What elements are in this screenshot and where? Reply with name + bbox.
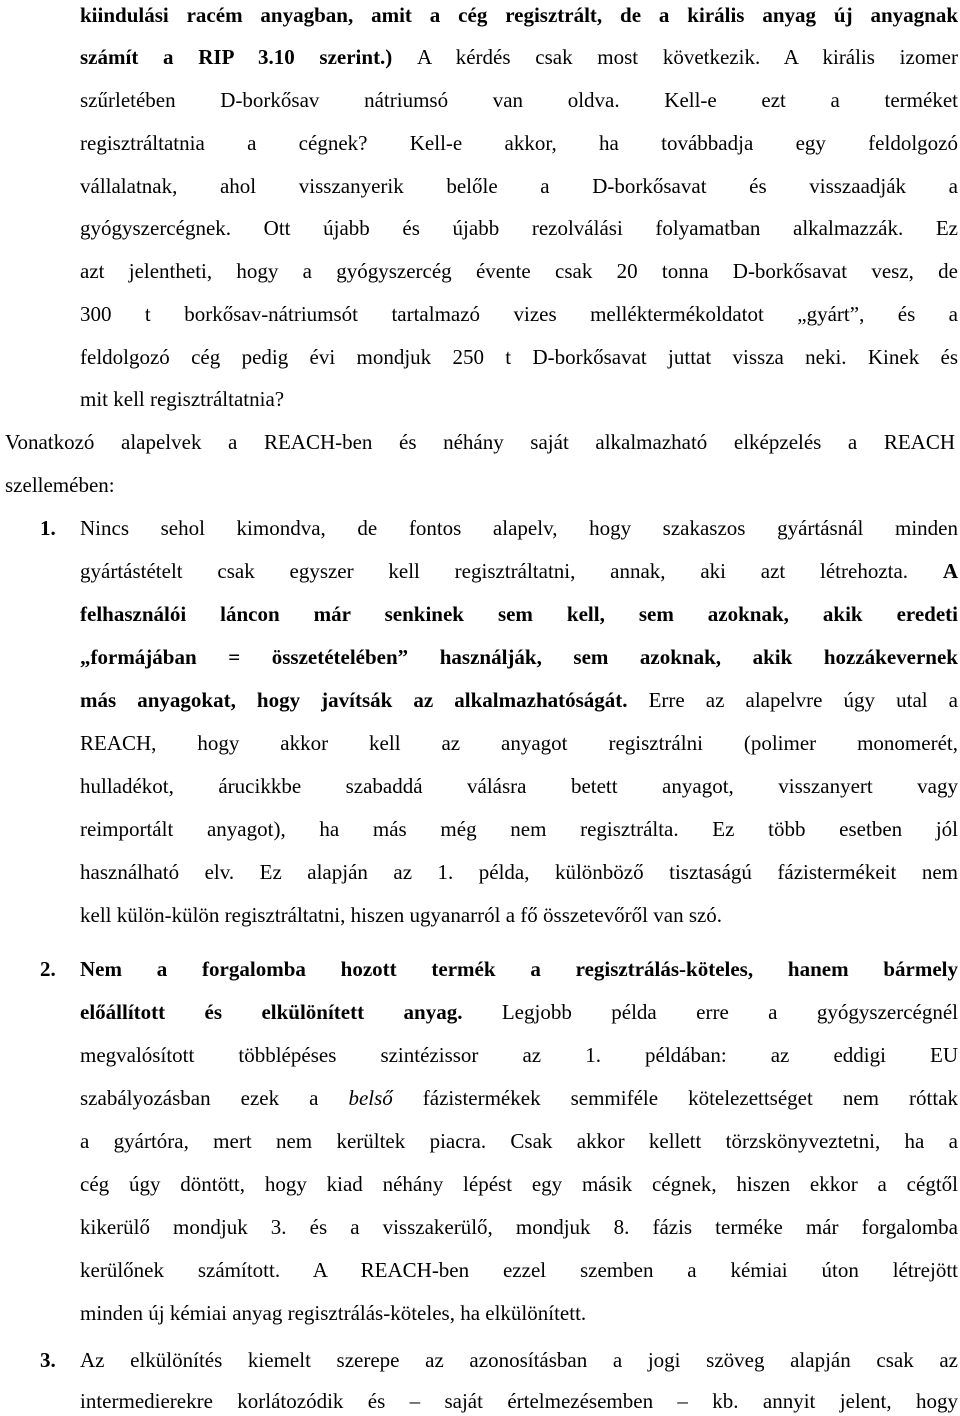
text-run: cég úgy döntött, hogy kiad néhány lépést egy másik cégnek, hiszen ekkor a cégtől bbox=[80, 1172, 958, 1196]
text-run: a gyártóra, mert nem kerültek piacra. Csak akkor kellett törzskönyveztetni, ha a bbox=[80, 1129, 958, 1153]
heading-line bbox=[5, 427, 955, 457]
text-run: használható elv. Ez alapján az 1. példa, különböző tisztaságú fázistermékeit nem bbox=[80, 860, 958, 884]
list-line bbox=[80, 997, 958, 1027]
text-run: más anyagokat, hogy javítsák az alkalmazhatóságát. bbox=[80, 688, 649, 712]
list-line bbox=[80, 599, 958, 629]
paragraph-line bbox=[80, 171, 958, 201]
text-run: mit kell regisztráltatnia? bbox=[80, 387, 285, 411]
list-line bbox=[80, 857, 958, 887]
text-run: szűrletében D-borkősav nátriumsó van oldva. Kell-e ezt a terméket bbox=[80, 88, 958, 112]
paragraph-line bbox=[80, 0, 958, 30]
paragraph-line bbox=[80, 256, 958, 286]
paragraph-line bbox=[80, 213, 958, 243]
list-line bbox=[80, 728, 958, 758]
text-run: szabályozásban ezek a bbox=[80, 1086, 349, 1110]
text-run: „formájában = összetételében” használják, sem azoknak, akik hozzákevernek bbox=[80, 645, 958, 669]
paragraph-line bbox=[80, 128, 958, 158]
list-line bbox=[80, 1169, 958, 1199]
list-line bbox=[80, 771, 958, 801]
text-run: intermedierekre korlátozódik és – saját értelmezésemben – kb. annyit jelent, hogy bbox=[80, 1389, 958, 1413]
text-run: Az elkülönítés kiemelt szerepe az azonosításban a jogi szöveg alapján csak az bbox=[80, 1348, 958, 1372]
text-run: reimportált anyagot), ha más még nem regisztrálta. Ez több esetben jól bbox=[80, 817, 958, 841]
text-run: Vonatkozó alapelvek a REACH-ben és néhány saját alkalmazható elképzelés a REACH bbox=[5, 430, 955, 454]
text-run: vállalatnak, ahol visszanyerik belőle a D-borkősavat és visszaadják a bbox=[80, 174, 958, 198]
list-line bbox=[80, 1255, 958, 1285]
text-run: fázistermékek semmiféle kötelezettséget nem róttak bbox=[392, 1086, 958, 1110]
text-run: 300 t borkősav-nátriumsót tartalmazó vizes melléktermékoldatot „gyárt”, és a bbox=[80, 302, 958, 326]
paragraph-line bbox=[80, 85, 958, 115]
paragraph-line bbox=[80, 42, 958, 72]
list-line bbox=[80, 1126, 958, 1156]
list-line bbox=[80, 954, 958, 984]
text-run: Nincs sehol kimondva, de fontos alapelv, hogy szakaszos gyártásnál minden bbox=[80, 516, 958, 540]
text-run: azt jelentheti, hogy a gyógyszercég évente csak 20 tonna D-borkősavat vesz, de bbox=[80, 259, 958, 283]
text-run: előállított és elkülönített anyag. bbox=[80, 1000, 502, 1024]
heading-line bbox=[5, 470, 955, 500]
list-line bbox=[80, 642, 958, 672]
list-line bbox=[80, 1083, 958, 1113]
text-run: kell külön-külön regisztráltatni, hiszen ugyanarról a fő összetevőről van szó. bbox=[80, 903, 723, 927]
text-run: Legjobb példa erre a gyógyszercégnél bbox=[501, 1000, 958, 1024]
text-run: minden új kémiai anyag regisztrálás-köteles, ha elkülönített. bbox=[80, 1301, 587, 1325]
text-run: gyártástételt csak egyszer kell regisztráltatni, annak, aki azt létrehozta. bbox=[80, 559, 943, 583]
text-run: regisztráltatnia a cégnek? Kell-e akkor, ha továbbadja egy feldolgozó bbox=[80, 131, 958, 155]
text-run: számít a RIP 3.10 szerint.) bbox=[80, 45, 418, 69]
list-line bbox=[80, 1345, 958, 1375]
paragraph-line bbox=[80, 299, 958, 329]
list-line bbox=[80, 556, 958, 586]
list-line bbox=[80, 1212, 958, 1242]
text-run: A kérdés csak most következik. A királis izomer bbox=[417, 45, 958, 69]
text-run: A bbox=[942, 559, 958, 583]
text-run: kerülőnek számított. A REACH-ben ezzel szemben a kémiai úton létrejött bbox=[80, 1258, 958, 1282]
text-run: megvalósított többlépéses szintézissor az 1. példában: az eddigi EU bbox=[80, 1043, 958, 1067]
text-run: felhasználói láncon már senkinek sem kell, sem azoknak, akik eredeti bbox=[80, 602, 958, 626]
text-run: belső bbox=[348, 1086, 393, 1110]
list-line bbox=[80, 513, 958, 543]
list-line bbox=[80, 685, 958, 715]
paragraph-line bbox=[80, 342, 958, 372]
text-run: Erre az alapelvre úgy utal a bbox=[648, 688, 958, 712]
text-run: Nem a forgalomba hozott termék a regisztrálás-köteles, hanem bármely bbox=[80, 957, 958, 981]
list-number: 2. bbox=[40, 957, 56, 981]
text-run: hulladékot, árucikkbe szabaddá válásra betett anyagot, visszanyert vagy bbox=[80, 774, 958, 798]
text-run: REACH, hogy akkor kell az anyagot regisztrálni (polimer monomerét, bbox=[80, 731, 958, 755]
list-line bbox=[80, 1298, 958, 1328]
list-line bbox=[80, 900, 958, 930]
text-run: feldolgozó cég pedig évi mondjuk 250 t D-borkősavat juttat vissza neki. Kinek és bbox=[80, 345, 958, 369]
list-number: 3. bbox=[40, 1348, 56, 1372]
text-run: kiindulási racém anyagban, amit a cég regisztrált, de a királis anyag új anyagnak bbox=[80, 3, 958, 27]
text-run: kikerülő mondjuk 3. és a visszakerülő, mondjuk 8. fázis terméke már forgalomba bbox=[80, 1215, 958, 1239]
text-run: gyógyszercégnek. Ott újabb és újabb rezolválási folyamatban alkalmazzák. Ez bbox=[80, 216, 958, 240]
list-line bbox=[80, 1040, 958, 1070]
list-line bbox=[80, 1386, 958, 1416]
list-line bbox=[80, 814, 958, 844]
list-number: 1. bbox=[40, 516, 56, 540]
text-run: szellemében: bbox=[5, 473, 115, 497]
paragraph-line bbox=[80, 384, 958, 414]
